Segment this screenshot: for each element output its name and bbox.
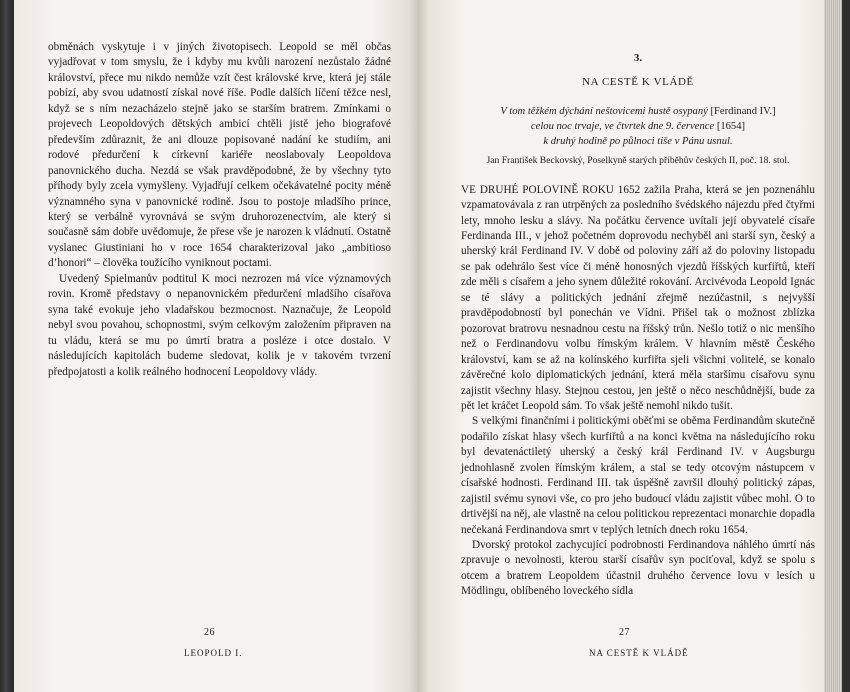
- motto-source: Jan František Beckovský, Poselkyně starých příběhův českých II, poč. 18. stol.: [486, 154, 790, 166]
- right-paragraph-3: Dvorský protokol zachycující podrobnosti Ferdinandova náhlého úmrtí nás zpravuje o nevolnosti, kterou starší císařův syn pociťoval, když se spolu s otcem a bratrem Leopoldem účastnil druhého července lovu v lesích u Mödlingu, oblíbeného loveckého sídla: [461, 539, 815, 598]
- right-page-number: 27: [619, 627, 630, 638]
- motto-text-3: k druhý hodině po půlnoci tiše v Pánu usnul.: [543, 136, 733, 148]
- right-paragraph-2: S velkými finančními i politickými oběťmi se oběma Ferdinandům skutečně podařilo získat hlasy všech kurfiřtů a na konci května na následujícího roku byl devatenáctiletý uherský a český král Ferdinand IV. v Augsburgu jednohlasně zvolen římským králem, a stal se tedy otcovým nástupcem v císařské hodnosti. Ferdinand III. tak úspěšně završil dlouhý politický zápas, zajistil svému synovi vše, co pro jeho budoucí vládu zajistit vůbec mohl. O to drtivější na něj, ale vlastně na celou politickou reprezentaci monarchie dopadla nečekaná Ferdinandova smrt v teplých letních dnech roku 1654.: [461, 415, 815, 536]
- left-paragraph-2: Uvedený Spielmanův podtitul K moci nezrozen má více významových rovin. Kromě představy o nepanovnickém předurčení mladšího císařova syna také evokuje jeho vladařskou bezmocnost. Naznačuje, že Leopold nebyl svou povahou, schopnostmi, svým celkovým založením připraven na tu vládu, která se mu po úmrtí bratra a posléze i otce dostalo. V následujících kapitolách budeme sledovat, kolik je v takovém tvrzení předpojatosti a kolik reálného hodnocení Leopoldovy vlády.: [48, 272, 391, 378]
- right-page-content: [461, 52, 815, 600]
- chapter-number: 3.: [633, 52, 643, 64]
- right-running-foot: NA CESTĚ K VLÁDĚ: [589, 648, 689, 658]
- right-page: [419, 0, 824, 692]
- motto-insert-2: [1654]: [716, 121, 746, 133]
- left-paragraph-1: obměnách vyskytuje i v jiných životopisech. Leopold se měl občas vyjadřovat v tom smyslu, že i kdyby mu kvůli narození nezůstalo žádné království, přece mu nikdo nemůže vzít čest královské krve, která jej stále pobízí, aby svou udatností získal nové říše. Podle dalších líčení těžce nesl, když se s ním nezacházelo stejně jako se starším bratrem. Zmínkami o projevech Leopoldových dětských ambicí chtěli jistě jeho biografové především zdůraznit, že ani dlouze popisované nadání ke studiím, ani rodové předurčení k církevní kariéře neoslabovaly Leopoldova panovnického ducha. Nezdá se však pravděpodobné, že by všechny tyto příhody byly zcela vymyšleny. Vyjadřují celkem očekávatelné pocity méně významného syna v panovnické rodině. Jsou to postoje mladšího prince, který se verbálně vyrovnává se svým druhorozenectvím, ale který si současně sám dobře uvědomuje, že přese vše je narozen k vládnutí. Ostatně vyslanec Giustiniani ho v roce 1654 charakterizoval jako „ambitioso d’honori“ – člověka toužícího vyniknout poctami.: [48, 41, 391, 270]
- left-page-number: 26: [204, 627, 215, 638]
- chapter-title: NA CESTĚ K VLÁDĚ: [582, 76, 694, 88]
- page-edges: [824, 0, 842, 692]
- chapter-motto: [461, 104, 815, 150]
- motto-text-1: V tom těžkém dýchání neštovicemi hustě osypaný: [500, 106, 711, 117]
- motto-text-2: celou noc trvaje, ve čtvrtek dne 9. července: [530, 121, 717, 133]
- right-page-text: [461, 183, 815, 600]
- right-paragraph-1: VE DRUHÉ POLOVINĚ ROKU 1652 zažila Praha, která se jen poznenáhlu vzpamatovávala z ran utrpěných za posledního švédského nájezdu před čtyřmi lety, mnoho lesku a slávy. Na počátku července uvítali její obyvatelé císaře Ferdinanda III., v jehož početném doprovodu nechyběl ani starší syn, český a uherský král Ferdinand IV. V době od poloviny září až do poloviny listopadu se pak odehrálo šest více či méně honosných vjezdů říšských kurfiřtů, kteří zde měli s císařem a jeho synem důležité rokování. Arcivévoda Leopold Ignác se té slávy a politických jednání zřejmě nezúčastnil, s nejvyšší pravděpodobností byl ponechán ve Vídni. Přišel tak o možnost zblízka pozorovat bratrovu nesnadnou cestu na říšský trůn. Nešlo totiž o nic menšího než o Ferdinandovu volbu římským králem. V hlavním městě Českého království, kam se až na kolínského kurfiřta sjeli všichni volitelé, se konalo závěrečné kolo diplomatických jednání, která měla staršímu císařovu synu zajistit všechny hlasy. Stejnou cestou, jen ještě o něco neschůdnější, bude za pět let kráčet Leopold sám. To však ještě nemohl nikdo tušit.: [461, 183, 815, 412]
- left-page-text: [48, 40, 391, 380]
- left-page: [14, 0, 419, 692]
- book-cover-edge: [842, 0, 850, 692]
- left-running-foot: LEOPOLD I.: [184, 648, 243, 658]
- motto-insert-1: [Ferdinand IV.]: [710, 106, 776, 117]
